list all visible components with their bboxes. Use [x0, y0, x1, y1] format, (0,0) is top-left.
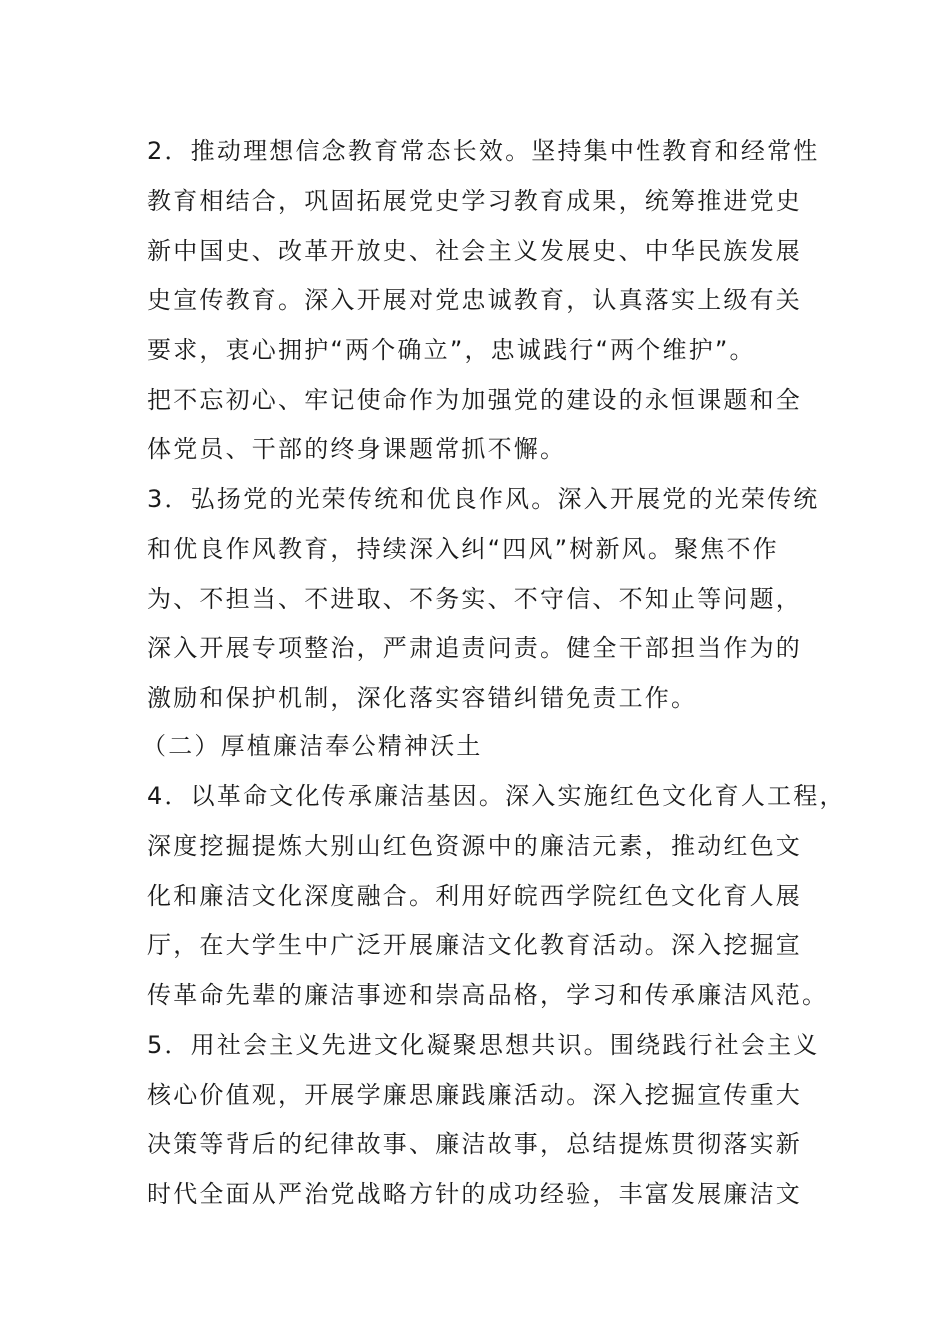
paragraph-2-line-4: 史宣传教育。深入开展对党忠诚教育，认真落实上级有关	[147, 286, 802, 314]
paragraph-4-line-4: 厅，在大学生中广泛开展廉洁文化教育活动。深入挖掘宣	[147, 931, 802, 959]
paragraph-4-line-1: 4．以革命文化传承廉洁基因。深入实施红色文化育人工程，	[147, 782, 846, 810]
paragraph-5-line-2: 核心价值观，开展学廉思廉践廉活动。深入挖掘宣传重大	[147, 1081, 802, 1109]
paragraph-5-line-4: 时代全面从严治党战略方针的成功经验，丰富发展廉洁文	[147, 1180, 802, 1208]
paragraph-3-line-5: 激励和保护机制，深化落实容错纠错免责工作。	[147, 684, 698, 712]
paragraph-3-line-4: 深入开展专项整治，严肃追责问责。健全干部担当作为的	[147, 634, 802, 662]
paragraph-3-line-1: 3．弘扬党的光荣传统和优良作风。深入开展党的光荣传统	[147, 485, 820, 513]
paragraph-4-line-2: 深度挖掘提炼大别山红色资源中的廉洁元素，推动红色文	[147, 832, 802, 860]
paragraph-2-line-7: 体党员、干部的终身课题常抓不懈。	[147, 435, 567, 463]
paragraph-5-line-3: 决策等背后的纪律故事、廉洁故事，总结提炼贯彻落实新	[147, 1130, 802, 1158]
paragraph-3-line-3: 为、不担当、不进取、不务实、不守信、不知止等问题，	[147, 585, 802, 613]
paragraph-4-line-3: 化和廉洁文化深度融合。利用好皖西学院红色文化育人展	[147, 882, 802, 910]
paragraph-2-line-3: 新中国史、改革开放史、社会主义发展史、中华民族发展	[147, 237, 802, 265]
paragraph-4-line-5: 传革命先辈的廉洁事迹和崇高品格，学习和传承廉洁风范。	[147, 981, 829, 1009]
paragraph-3-line-2: 和优良作风教育，持续深入纠“四风”树新风。聚焦不作	[147, 535, 779, 563]
section-heading: （二）厚植廉洁奉公精神沃土	[142, 732, 483, 760]
paragraph-5-line-1: 5．用社会主义先进文化凝聚思想共识。围绕践行社会主义	[147, 1031, 820, 1059]
paragraph-2-line-2: 教育相结合，巩固拓展党史学习教育成果，统筹推进党史	[147, 187, 802, 215]
paragraph-2-line-5: 要求，衷心拥护“两个确立”，忠诚践行“两个维护”。	[147, 336, 756, 364]
paragraph-2-line-6: 把不忘初心、牢记使命作为加强党的建设的永恒课题和全	[147, 386, 802, 414]
paragraph-2-line-1: 2．推动理想信念教育常态长效。坚持集中性教育和经常性	[147, 137, 820, 165]
